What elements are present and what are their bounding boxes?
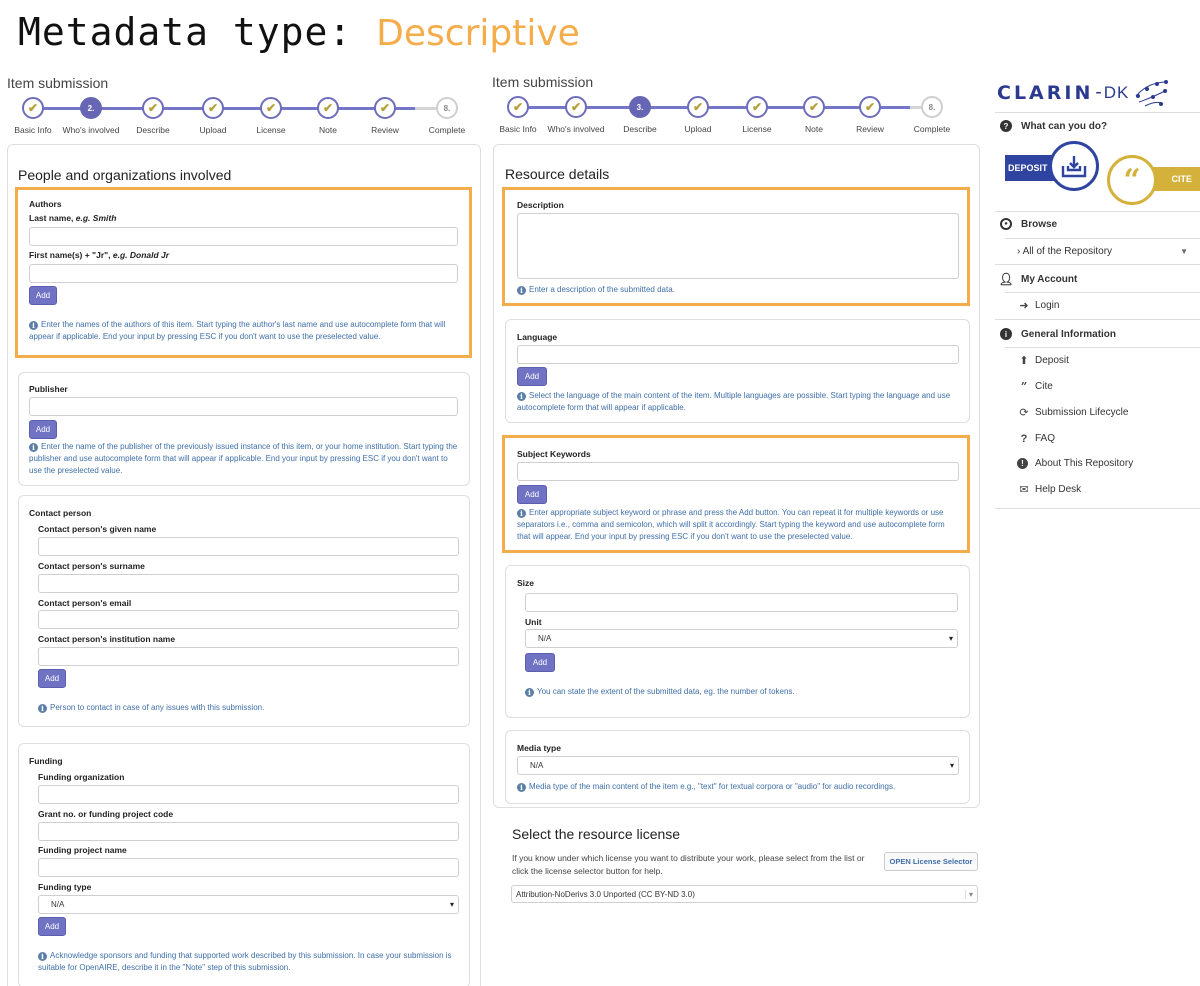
funding-project-label: Funding project name (38, 845, 127, 855)
language-input[interactable] (517, 345, 959, 364)
upload-icon: ⬆ (1019, 355, 1029, 367)
check-icon: ✔ (22, 97, 44, 119)
add-author-button[interactable]: Add (29, 286, 57, 305)
question-icon: ? (1000, 120, 1012, 132)
section-title: Resource details (505, 166, 610, 182)
chevron-down-icon: ▼ (1180, 246, 1188, 256)
refresh-icon: ⟳ (1019, 407, 1029, 419)
funding-org-input[interactable] (38, 785, 459, 804)
what-can-you-do-heading: ? What can you do? (995, 118, 1200, 134)
unit-select[interactable]: N/A ▾ (525, 629, 958, 648)
first-name-label: First name(s) + "Jr", e.g. Donald Jr (29, 250, 170, 260)
license-text: If you know under which license you want to distribute your work, please select from the list or click the license selector button for help. (512, 853, 865, 876)
funding-help: i Acknowledge sponsors and funding that supported work described by this submission. In case your submission is suitable for OpenAIRE, describe it in the "Note" step of this submission. (38, 951, 452, 972)
cite-button[interactable]: CITE (1135, 167, 1200, 191)
wizard-step-current[interactable]: 3. Describe (602, 96, 678, 134)
wizard-step[interactable]: ✔ Upload (660, 96, 736, 134)
sidebar-item-submission-lifecycle[interactable]: ⟳ Submission Lifecycle (995, 405, 1200, 420)
divider (1005, 292, 1200, 293)
contact-institution-label: Contact person's institution name (38, 634, 176, 644)
description-help: i Enter a description of the submitted data. (517, 284, 957, 296)
sidebar-item-deposit[interactable]: ⬆ Deposit (995, 353, 1200, 368)
info-icon: i (517, 783, 526, 792)
funding-org-label: Funding organization (38, 772, 125, 782)
license-title: Select the resource license (512, 826, 681, 842)
publisher-input[interactable] (29, 397, 458, 416)
contact-email-input[interactable] (38, 610, 459, 629)
divider (995, 112, 1200, 113)
add-keyword-button[interactable]: Add (517, 485, 547, 504)
dropdown-caret-icon: ▾ (949, 761, 954, 770)
info-icon: i (517, 286, 526, 295)
authors-help: i Enter the names of the authors of this item. Start typing the author's last name and use autocomplete form that will appear if applicable. End your input by pressing ESC if you don't want to use the preselected value. (29, 320, 446, 341)
info-icon: i (525, 688, 534, 697)
keywords-title: Subject Keywords (517, 449, 591, 459)
size-title: Size (517, 578, 535, 588)
contact-email-label: Contact person's email (38, 598, 132, 608)
wizard-step-current[interactable]: 2. Who's involved (53, 97, 129, 135)
wizard-step[interactable]: ✔ Review (832, 96, 908, 134)
contact-institution-input[interactable] (38, 647, 459, 666)
network-logo-icon (1133, 76, 1171, 110)
target-icon: ● (1000, 218, 1012, 230)
divider (1005, 347, 1200, 348)
wizard-step[interactable]: 8. Complete (409, 97, 485, 135)
cite-quote-icon[interactable]: “ (1107, 155, 1157, 205)
check-icon: ✔ (374, 97, 396, 119)
add-language-button[interactable]: Add (517, 367, 547, 386)
deposit-cite-graphic (1005, 140, 1200, 210)
clarin-dk-logo[interactable]: CLARIN - DK (997, 80, 1171, 106)
sidebar-item-help-desk[interactable]: ✉ Help Desk (995, 482, 1200, 497)
check-icon: ✔ (260, 97, 282, 119)
check-icon: ✔ (142, 97, 164, 119)
divider (995, 319, 1200, 320)
info-icon: i (29, 321, 38, 330)
license-select[interactable]: Attribution-NoDerivs 3.0 Unported (CC BY-ND 3.0) ▾ (511, 885, 978, 903)
check-icon: ✔ (803, 96, 825, 118)
divider (1005, 238, 1200, 239)
contact-given-label: Contact person's given name (38, 524, 157, 534)
add-funding-button[interactable]: Add (38, 917, 66, 936)
publisher-help: i Enter the name of the publisher of the previously issued instance of this item, or your home institution. Start typing the publisher and use autocomplete form that will appear if applicable. End your input by pressing ESC if you don't want to use the preselected value. (29, 442, 458, 475)
wizard-title: Item submission (492, 74, 594, 90)
grant-label: Grant no. or funding project code (38, 809, 174, 819)
divider (995, 264, 1200, 265)
metadata-type-label: Descriptive (376, 13, 580, 54)
info-icon: i (38, 952, 47, 961)
add-size-button[interactable]: Add (525, 653, 555, 672)
browse-heading: ● Browse (995, 216, 1200, 232)
sidebar-item-login[interactable]: ➜ Login (995, 298, 1200, 313)
dropdown-caret-icon: ▾ (965, 890, 973, 899)
check-icon: ✔ (746, 96, 768, 118)
grant-input[interactable] (38, 822, 459, 841)
envelope-icon: ✉ (1019, 484, 1029, 496)
wizard-step[interactable]: ✔ License (719, 96, 795, 134)
my-account-heading: 👤︎ My Account (998, 272, 1078, 286)
description-textarea[interactable] (517, 213, 959, 279)
funding-title: Funding (29, 756, 63, 766)
last-name-label: Last name, e.g. Smith (29, 213, 117, 223)
sidebar-item-faq[interactable]: ? FAQ (995, 431, 1200, 446)
add-contact-button[interactable]: Add (38, 669, 66, 688)
divider (995, 211, 1200, 212)
contact-given-input[interactable] (38, 537, 459, 556)
divider (995, 508, 1200, 509)
contact-surname-input[interactable] (38, 574, 459, 593)
check-icon: ✔ (565, 96, 587, 118)
check-icon: ✔ (859, 96, 881, 118)
wizard-title: Item submission (7, 75, 109, 91)
sidebar-item-cite[interactable]: ” Cite (995, 379, 1200, 394)
media-title: Media type (517, 743, 561, 753)
description-title: Description (517, 200, 564, 210)
keywords-input[interactable] (517, 462, 959, 481)
authors-title: Authors (29, 199, 62, 209)
contact-title: Contact person (29, 508, 92, 518)
page-title (18, 10, 580, 55)
check-icon: ✔ (317, 97, 339, 119)
size-input[interactable] (525, 593, 958, 612)
info-icon: i (38, 704, 47, 713)
funding-type-label: Funding type (38, 882, 92, 892)
language-title: Language (517, 332, 558, 342)
wizard-step[interactable]: ✔ Note (290, 97, 366, 135)
question-icon: ? (1020, 432, 1028, 445)
add-publisher-button[interactable]: Add (29, 420, 57, 439)
check-icon: ✔ (687, 96, 709, 118)
unit-label: Unit (525, 617, 542, 627)
exclamation-icon: ! (1017, 458, 1028, 469)
last-name-input[interactable] (29, 227, 458, 246)
first-name-input[interactable] (29, 264, 458, 283)
funding-project-input[interactable] (38, 858, 459, 877)
page-title-prefix: Metadata type: (18, 10, 377, 54)
browse-all-repository[interactable]: › All of the Repository ▼ (1017, 245, 1188, 257)
wizard-step[interactable]: ✔ Upload (175, 97, 251, 135)
info-icon: i (517, 392, 526, 401)
dropdown-caret-icon: ▾ (449, 900, 454, 909)
contact-help: i Person to contact in case of any issues with this submission. (38, 702, 458, 714)
dropdown-caret-icon: ▾ (948, 634, 953, 643)
section-title: People and organizations involved (18, 167, 232, 183)
open-license-selector-button[interactable]: OPEN License Selector (884, 852, 978, 871)
user-icon: 👤︎ (998, 272, 1014, 286)
media-help: i Media type of the main content of the item e.g., "text" for textual corpora or "audio" for audio recordings. (517, 781, 957, 793)
wizard-step[interactable]: ✔ Basic Info (0, 97, 71, 135)
deposit-button[interactable]: DEPOSIT (1005, 155, 1085, 181)
funding-type-select[interactable]: N/A ▾ (38, 895, 459, 914)
wizard-step[interactable]: ✔ License (233, 97, 309, 135)
quote-icon: ” (1020, 380, 1028, 393)
wizard-progress-left (0, 97, 480, 147)
publisher-title: Publisher (29, 384, 68, 394)
wizard-step[interactable]: ✔ Who's involved (538, 96, 614, 134)
wizard-progress-middle (480, 96, 980, 146)
keywords-help: i Enter appropriate subject keyword or phrase and press the Add button. You can repeat it for multiple keywords or use separators i.e., comma and semicolon, which will split it accordingly. Start typing the keyword and use autocomplete form that will appear. End your input by pressing ESC if you don't want to use the preselected value. (517, 508, 945, 541)
info-icon: i (1000, 328, 1012, 340)
info-icon: i (29, 443, 38, 452)
sign-in-icon: ➜ (1019, 300, 1029, 312)
check-icon: ✔ (507, 96, 529, 118)
media-type-select[interactable]: N/A ▾ (517, 756, 959, 775)
check-icon: ✔ (202, 97, 224, 119)
sidebar-item-about[interactable]: ! About This Repository (995, 456, 1200, 471)
language-help: i Select the language of the main content of the item. Multiple languages are possible. Start typing the language and use autocomplete form that will appear if applicable. (517, 391, 951, 412)
general-information-heading: i General Information (995, 326, 1200, 342)
info-icon: i (517, 509, 526, 518)
deposit-tray-icon[interactable] (1049, 141, 1099, 191)
size-help: i You can state the extent of the submitted data, eg. the number of tokens. (525, 686, 955, 698)
wizard-step[interactable]: ✔ Review (347, 97, 423, 135)
wizard-step[interactable]: ✔ Note (776, 96, 852, 134)
wizard-step[interactable]: 8. Complete (894, 96, 970, 134)
wizard-step[interactable]: ✔ Describe (115, 97, 191, 135)
wizard-step[interactable]: ✔ Basic Info (480, 96, 556, 134)
contact-surname-label: Contact person's surname (38, 561, 145, 571)
